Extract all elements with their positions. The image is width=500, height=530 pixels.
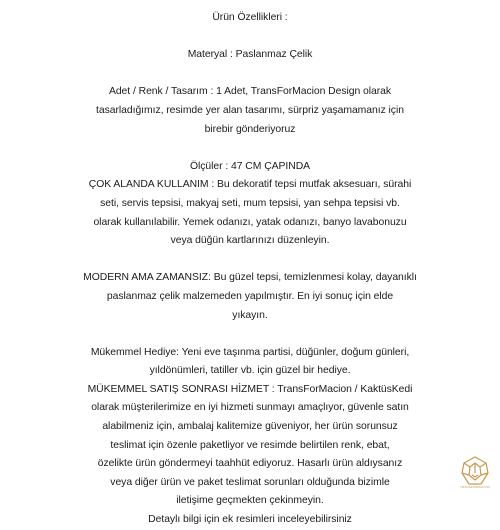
set-line: birebir gönderiyoruz: [204, 123, 296, 135]
section-title: Ürün Özellikleri :: [212, 12, 288, 23]
usage-line: ÇOK ALANDA KULLANIM : Bu dekoratif tepsi mutfak aksesuarı, sürahi: [88, 179, 412, 191]
service-line: olarak müşterilerimize en iyi hizmeti sunmayı amaçlıyor, güvenle satın: [91, 402, 409, 414]
brand-logo: [459, 455, 491, 495]
service-line: Detaylı bilgi için ek resimleri inceleyebilirsiniz: [148, 514, 352, 526]
set-line: Adet / Renk / Tasarım : 1 Adet, TransForMacion Design olarak: [108, 86, 392, 98]
material-line: Materyal : Paslanmaz Çelik: [187, 49, 313, 61]
gift-line: Mükemmel Hediye: Yeni eve taşınma partisi, düğünler, doğum günleri,: [90, 346, 410, 358]
service-line: özelikte ürün göndermeyi taahhüt ediyoruz. Hasarlı ürün aldıysanız: [97, 458, 403, 470]
usage-line: veya düğün kartlarınızı düzenleyin.: [170, 235, 330, 247]
brand-name: TRANSFORMACION: [460, 485, 490, 489]
usage-line: olarak kullanılabilir. Yemek odanızı, yatak odanızı, banyo lavabonuzu: [93, 216, 407, 228]
service-line: MÜKEMMEL SATIŞ SONRASI HİZMET : TransForMacion / KaktüsKedi: [87, 383, 413, 395]
gift-line: yıldönümleri, tatiller vb. için güzel bir hediye.: [149, 365, 351, 377]
modern-line: yıkayın.: [232, 309, 268, 321]
size-line: Ölçüler : 47 CM ÇAPINDA: [189, 160, 311, 172]
modern-line: MODERN AMA ZAMANSIZ: Bu güzel tepsi, temizlenmesi kolay, dayanıklı: [83, 272, 417, 284]
usage-line: seti, servis tepsisi, makyaj seti, mum tepsisi, yan sehpa tepsisi vb.: [100, 197, 400, 209]
service-line: teslimat için özenle paketliyor ve resimde belirtilen renk, ebat,: [110, 439, 390, 451]
service-line: veya diğer ürün ve paket teslimat sorunları olduğunda bizimle: [110, 476, 390, 488]
set-line: tasarladığımız, resimde yer alan tasarımı, sürpriz yaşamamanız için: [96, 104, 404, 116]
modern-line: paslanmaz çelik malzemeden yapılmıştır. En iyi sonuç için elde: [106, 290, 394, 302]
lion-head-icon: [459, 455, 491, 487]
service-line: alabilmeniz için, ambalaj kalitemize güveniyor, her ürün sorunsuz: [102, 421, 398, 433]
service-line: iletişime geçmekten çekinmeyin.: [176, 495, 324, 507]
